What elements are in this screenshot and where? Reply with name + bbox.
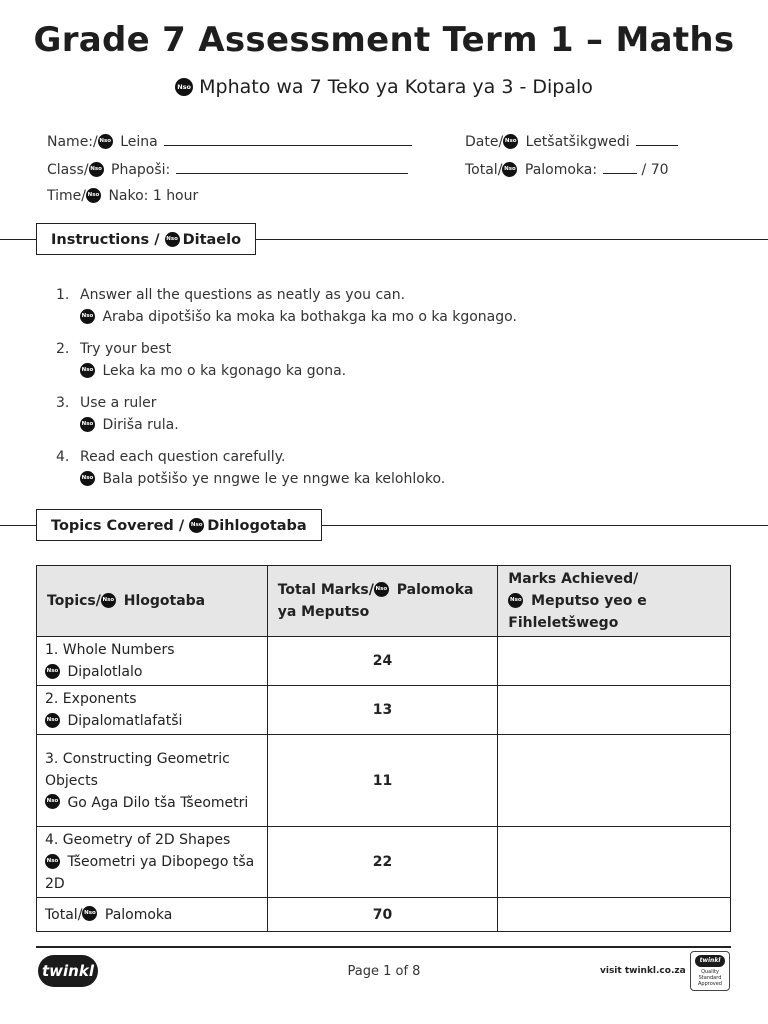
nso-icon: Nso [45, 794, 60, 809]
subtitle-text: Mphato wa 7 Teko ya Kotara ya 3 - Dipalo [199, 76, 593, 98]
instruction-number: 4. [56, 449, 70, 465]
table-row [37, 686, 731, 735]
name-input-line[interactable] [164, 131, 412, 146]
marks-achieved-cell[interactable] [498, 827, 731, 898]
nso-icon: Nso [508, 593, 523, 608]
total-marks-cell: 22 [267, 827, 498, 898]
instruction-translation: Diriša rula. [102, 417, 179, 433]
total-input-line[interactable] [603, 159, 637, 174]
page-subtitle [0, 76, 768, 98]
col1-en: Topics/ [47, 593, 101, 609]
time-value: Nako: 1 hour [108, 188, 199, 204]
badge-logo: twinkl [695, 955, 725, 967]
topic-translation: Tšeometri ya Dibopego tša 2D [45, 854, 255, 892]
table-row [37, 827, 731, 898]
class-label-tr: Phapoši: [111, 162, 171, 178]
topic-cell [37, 686, 268, 735]
total-cell [37, 898, 268, 932]
total-marks-cell: 24 [267, 637, 498, 686]
marks-achieved-total-cell[interactable] [498, 898, 731, 932]
instruction-item [56, 446, 445, 490]
instruction-text: Use a ruler [80, 395, 157, 411]
nso-icon: Nso [101, 593, 116, 608]
nso-icon: Nso [503, 134, 518, 149]
total-max: / 70 [641, 162, 669, 178]
instruction-number: 1. [56, 287, 70, 303]
total-row-label-tr: Palomoka [104, 906, 173, 923]
instruction-item [56, 392, 179, 436]
nso-icon: Nso [165, 232, 180, 247]
nso-icon: Nso [374, 582, 389, 597]
nso-icon: Nso [98, 134, 113, 149]
topic-cell [37, 637, 268, 686]
name-label: Name:/ [47, 134, 98, 150]
page-number: Page 1 of 8 [347, 964, 421, 979]
marks-achieved-cell[interactable] [498, 686, 731, 735]
date-field [465, 131, 678, 150]
nso-icon: Nso [175, 78, 193, 96]
nso-icon: Nso [80, 471, 95, 486]
class-input-line[interactable] [176, 159, 408, 174]
nso-icon: Nso [502, 162, 517, 177]
instruction-item [56, 338, 346, 382]
footer-divider [36, 946, 731, 948]
quality-badge [690, 951, 730, 991]
marks-achieved-cell[interactable] [498, 637, 731, 686]
topic-name: 2. Exponents [45, 691, 137, 707]
instruction-translation: Bala potšišo ye nngwe le ye nngwe ka kelohloko. [102, 471, 446, 487]
date-label: Date/ [465, 134, 504, 150]
badge-text: Quality Standard Approved [698, 969, 722, 987]
marks-achieved-cell[interactable] [498, 735, 731, 827]
topics-table [36, 565, 731, 932]
instruction-item [56, 284, 517, 328]
name-label-tr: Leina [120, 134, 158, 150]
col3-en: Marks Achieved/ [508, 571, 639, 587]
topic-name: 4. Geometry of 2D Shapes [45, 832, 231, 848]
topic-translation: Go Aga Dilo tša Tšeometri [67, 794, 249, 811]
total-row-label: Total/ [45, 906, 83, 923]
total-label-tr: Palomoka: [524, 162, 598, 178]
date-input-line[interactable] [636, 131, 678, 146]
total-marks-cell: 13 [267, 686, 498, 735]
time-field [47, 188, 198, 204]
page-title: Grade 7 Assessment Term 1 – Maths [33, 20, 735, 60]
topic-cell [37, 827, 268, 898]
instructions-heading-tr: Ditaelo [182, 232, 242, 248]
instruction-number: 2. [56, 341, 70, 357]
nso-icon: Nso [45, 664, 60, 679]
instruction-text: Read each question carefully. [80, 449, 286, 465]
class-label: Class/ [47, 162, 89, 178]
column-header-marks-achieved [498, 566, 731, 637]
topics-heading-tr: Dihlogotaba [207, 518, 307, 534]
total-field [465, 159, 669, 178]
table-total-row [37, 898, 731, 932]
date-label-tr: Letšatšikgwedi [525, 134, 630, 150]
col1-tr: Hlogotaba [123, 593, 206, 609]
topic-name: 1. Whole Numbers [45, 642, 175, 658]
nso-icon: Nso [80, 417, 95, 432]
topic-name: 3. Constructing Geometric Objects [45, 750, 230, 789]
nso-icon: Nso [45, 713, 60, 728]
nso-icon: Nso [189, 518, 204, 533]
col2-en: Total Marks/ [277, 582, 374, 598]
instruction-translation: Leka ka mo o ka kgonago ka gona. [102, 363, 347, 379]
instruction-number: 3. [56, 395, 70, 411]
instructions-heading [36, 223, 256, 255]
col3-tr: Meputso yeo e Fihleletšwego [508, 593, 647, 631]
table-row [37, 637, 731, 686]
column-header-total-marks [267, 566, 498, 637]
name-field [47, 131, 412, 150]
nso-icon: Nso [45, 854, 60, 869]
topics-heading-en: Topics Covered / [51, 518, 185, 534]
column-header-topics [37, 566, 268, 637]
topic-translation: Dipalomatlafatši [67, 713, 183, 729]
col2-tr: Palomoka ya Meputso [277, 582, 474, 620]
total-marks-sum-cell: 70 [267, 898, 498, 932]
instruction-translation: Araba dipotšišo ka moka ka bothakga ka mo o ka kgonago. [102, 309, 517, 325]
nso-icon: Nso [86, 188, 101, 203]
table-row [37, 735, 731, 827]
nso-icon: Nso [80, 363, 95, 378]
topic-cell [37, 735, 268, 827]
visit-link[interactable]: visit twinkl.co.za [600, 966, 686, 976]
table-header-row [37, 566, 731, 637]
nso-icon: Nso [89, 162, 104, 177]
nso-icon: Nso [80, 309, 95, 324]
instruction-text: Try your best [80, 341, 172, 357]
twinkl-logo[interactable]: twinkl [38, 955, 98, 987]
time-label: Time/ [47, 188, 86, 204]
instructions-heading-en: Instructions / [51, 232, 160, 248]
total-marks-cell: 11 [267, 735, 498, 827]
nso-icon: Nso [82, 906, 97, 921]
total-label: Total/ [465, 162, 503, 178]
class-field [47, 159, 408, 178]
instruction-text: Answer all the questions as neatly as you can. [80, 287, 406, 303]
topics-heading [36, 509, 322, 541]
topic-translation: Dipalotlalo [67, 664, 143, 680]
